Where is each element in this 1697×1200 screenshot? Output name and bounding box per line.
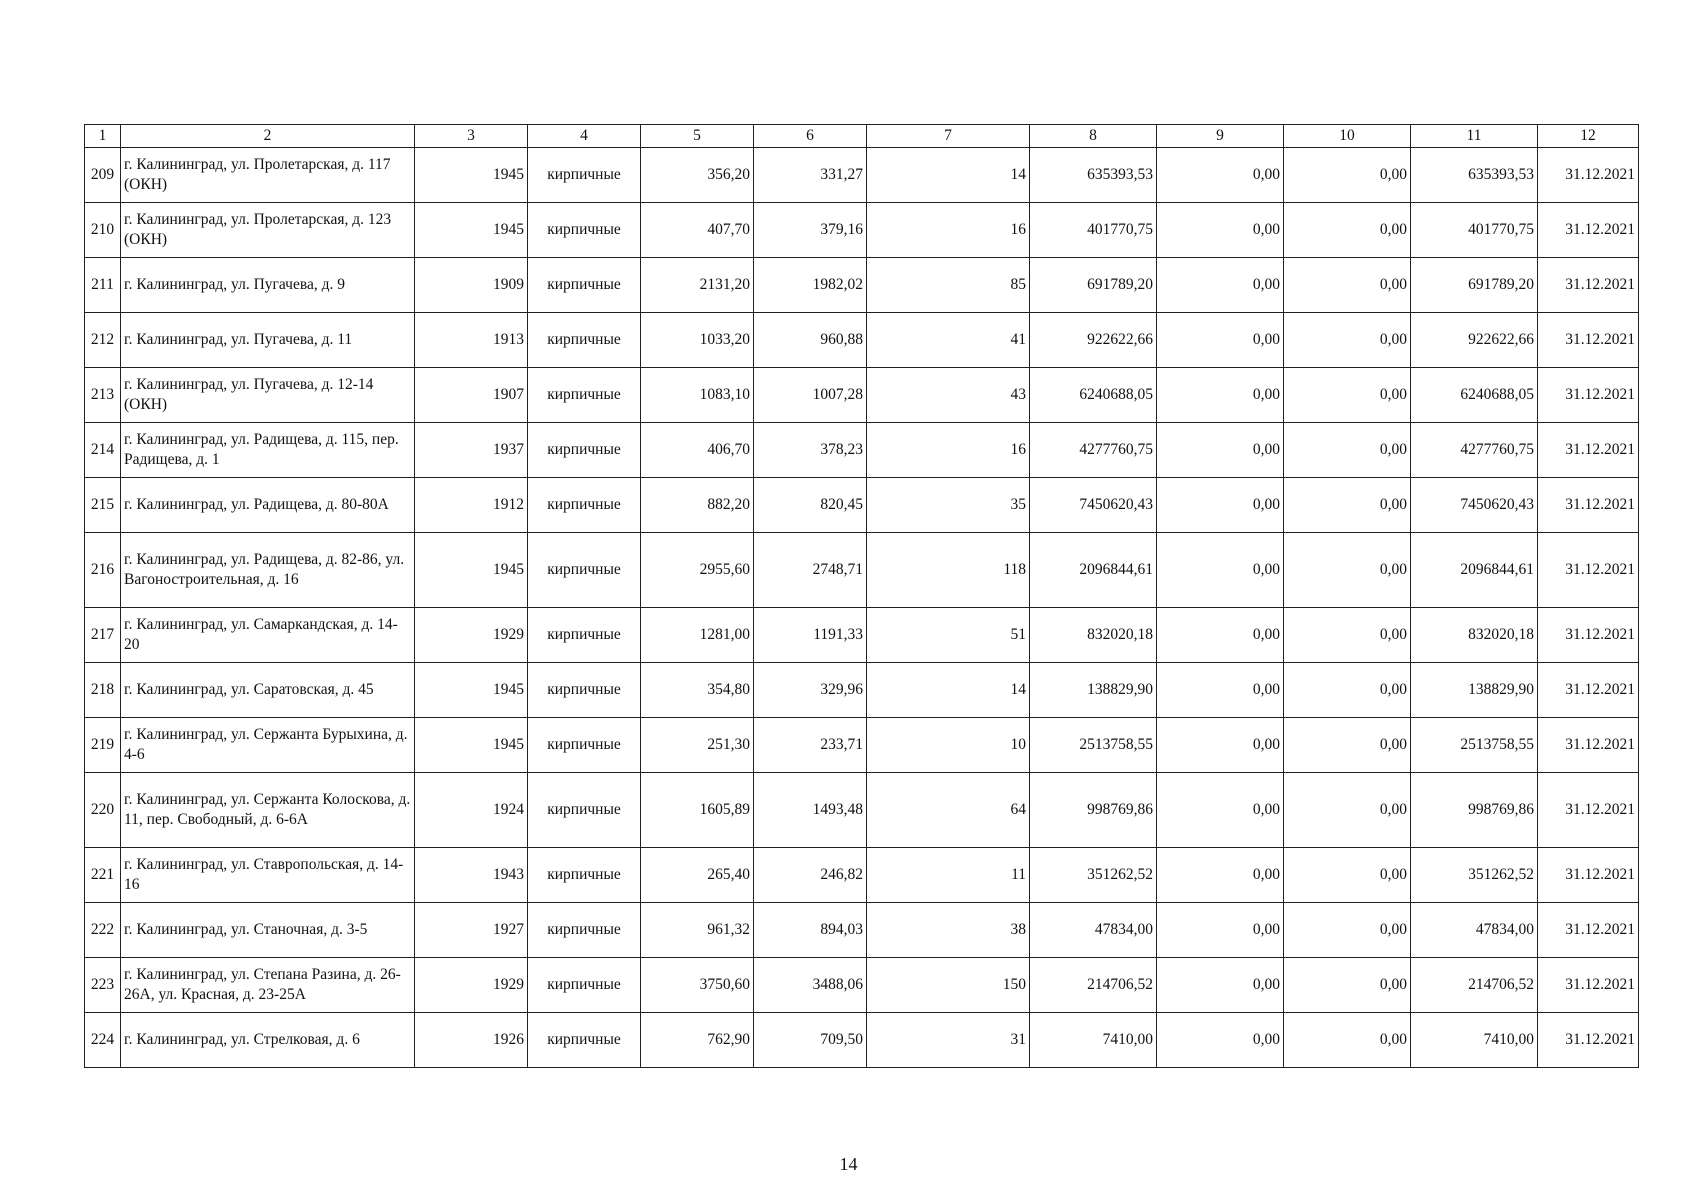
year-cell: 1945 [415, 148, 528, 203]
col5-cell: 2131,20 [641, 258, 754, 313]
col8-cell: 2096844,61 [1030, 533, 1157, 608]
col6-cell: 1191,33 [754, 608, 867, 663]
col10-cell: 0,00 [1284, 958, 1411, 1013]
year-cell: 1909 [415, 258, 528, 313]
col7-cell: 150 [867, 958, 1030, 1013]
col9-cell: 0,00 [1157, 423, 1284, 478]
row-number: 211 [85, 258, 121, 313]
table-row [85, 608, 1639, 663]
table-row [85, 148, 1639, 203]
col9-cell: 0,00 [1157, 608, 1284, 663]
table-row [85, 203, 1639, 258]
year-cell: 1945 [415, 663, 528, 718]
row-number: 219 [85, 718, 121, 773]
col6-cell: 378,23 [754, 423, 867, 478]
col11-cell: 922622,66 [1411, 313, 1538, 368]
wall-material-cell: кирпичные [528, 958, 641, 1013]
col11-cell: 401770,75 [1411, 203, 1538, 258]
table-row [85, 773, 1639, 848]
date-cell: 31.12.2021 [1538, 663, 1639, 718]
column-header-6: 6 [754, 125, 867, 148]
address-cell: г. Калининград, ул. Пролетарская, д. 117 (ОКН) [121, 148, 415, 203]
row-number: 223 [85, 958, 121, 1013]
table-row [85, 848, 1639, 903]
date-cell: 31.12.2021 [1538, 423, 1639, 478]
address-cell: г. Калининград, ул. Сержанта Колоскова, д. 11, пер. Свободный, д. 6-6А [121, 773, 415, 848]
col6-cell: 246,82 [754, 848, 867, 903]
table-row [85, 958, 1639, 1013]
col7-cell: 118 [867, 533, 1030, 608]
table-body [85, 148, 1639, 1068]
row-number: 217 [85, 608, 121, 663]
table-row [85, 718, 1639, 773]
table-row [85, 478, 1639, 533]
wall-material-cell: кирпичные [528, 608, 641, 663]
col7-cell: 31 [867, 1013, 1030, 1068]
col11-cell: 691789,20 [1411, 258, 1538, 313]
col8-cell: 7410,00 [1030, 1013, 1157, 1068]
col11-cell: 7410,00 [1411, 1013, 1538, 1068]
col11-cell: 2096844,61 [1411, 533, 1538, 608]
col10-cell: 0,00 [1284, 608, 1411, 663]
column-header-3: 3 [415, 125, 528, 148]
col11-cell: 4277760,75 [1411, 423, 1538, 478]
col6-cell: 709,50 [754, 1013, 867, 1068]
col6-cell: 960,88 [754, 313, 867, 368]
table-row [85, 1013, 1639, 1068]
col5-cell: 1083,10 [641, 368, 754, 423]
col11-cell: 2513758,55 [1411, 718, 1538, 773]
col7-cell: 38 [867, 903, 1030, 958]
col6-cell: 233,71 [754, 718, 867, 773]
wall-material-cell: кирпичные [528, 533, 641, 608]
col8-cell: 214706,52 [1030, 958, 1157, 1013]
col9-cell: 0,00 [1157, 958, 1284, 1013]
col11-cell: 832020,18 [1411, 608, 1538, 663]
col10-cell: 0,00 [1284, 663, 1411, 718]
col5-cell: 1033,20 [641, 313, 754, 368]
col9-cell: 0,00 [1157, 313, 1284, 368]
column-header-8: 8 [1030, 125, 1157, 148]
wall-material-cell: кирпичные [528, 148, 641, 203]
col7-cell: 64 [867, 773, 1030, 848]
col11-cell: 138829,90 [1411, 663, 1538, 718]
col10-cell: 0,00 [1284, 258, 1411, 313]
col5-cell: 762,90 [641, 1013, 754, 1068]
year-cell: 1912 [415, 478, 528, 533]
table-row [85, 663, 1639, 718]
col8-cell: 351262,52 [1030, 848, 1157, 903]
col9-cell: 0,00 [1157, 1013, 1284, 1068]
address-cell: г. Калининград, ул. Станочная, д. 3-5 [121, 903, 415, 958]
row-number: 218 [85, 663, 121, 718]
col5-cell: 1605,89 [641, 773, 754, 848]
col10-cell: 0,00 [1284, 773, 1411, 848]
col11-cell: 351262,52 [1411, 848, 1538, 903]
col8-cell: 6240688,05 [1030, 368, 1157, 423]
col7-cell: 16 [867, 203, 1030, 258]
address-cell: г. Калининград, ул. Саратовская, д. 45 [121, 663, 415, 718]
wall-material-cell: кирпичные [528, 903, 641, 958]
table-row [85, 903, 1639, 958]
col5-cell: 407,70 [641, 203, 754, 258]
year-cell: 1926 [415, 1013, 528, 1068]
col8-cell: 47834,00 [1030, 903, 1157, 958]
row-number: 213 [85, 368, 121, 423]
col9-cell: 0,00 [1157, 663, 1284, 718]
column-header-10: 10 [1284, 125, 1411, 148]
col10-cell: 0,00 [1284, 533, 1411, 608]
year-cell: 1924 [415, 773, 528, 848]
column-header-9: 9 [1157, 125, 1284, 148]
column-header-4: 4 [528, 125, 641, 148]
wall-material-cell: кирпичные [528, 368, 641, 423]
column-header-12: 12 [1538, 125, 1639, 148]
table-row [85, 258, 1639, 313]
address-cell: г. Калининград, ул. Самаркандская, д. 14-20 [121, 608, 415, 663]
col11-cell: 47834,00 [1411, 903, 1538, 958]
date-cell: 31.12.2021 [1538, 608, 1639, 663]
address-cell: г. Калининград, ул. Пугачева, д. 12-14 (ОКН) [121, 368, 415, 423]
date-cell: 31.12.2021 [1538, 148, 1639, 203]
col6-cell: 3488,06 [754, 958, 867, 1013]
col5-cell: 354,80 [641, 663, 754, 718]
col9-cell: 0,00 [1157, 848, 1284, 903]
table-row [85, 368, 1639, 423]
col5-cell: 406,70 [641, 423, 754, 478]
col9-cell: 0,00 [1157, 773, 1284, 848]
year-cell: 1945 [415, 203, 528, 258]
col6-cell: 894,03 [754, 903, 867, 958]
address-cell: г. Калининград, ул. Пугачева, д. 9 [121, 258, 415, 313]
address-cell: г. Калининград, ул. Стрелковая, д. 6 [121, 1013, 415, 1068]
col6-cell: 331,27 [754, 148, 867, 203]
date-cell: 31.12.2021 [1538, 533, 1639, 608]
col7-cell: 51 [867, 608, 1030, 663]
wall-material-cell: кирпичные [528, 1013, 641, 1068]
col6-cell: 1007,28 [754, 368, 867, 423]
wall-material-cell: кирпичные [528, 313, 641, 368]
col11-cell: 998769,86 [1411, 773, 1538, 848]
col8-cell: 4277760,75 [1030, 423, 1157, 478]
col7-cell: 14 [867, 148, 1030, 203]
date-cell: 31.12.2021 [1538, 203, 1639, 258]
col11-cell: 6240688,05 [1411, 368, 1538, 423]
date-cell: 31.12.2021 [1538, 958, 1639, 1013]
col11-cell: 214706,52 [1411, 958, 1538, 1013]
row-number: 220 [85, 773, 121, 848]
date-cell: 31.12.2021 [1538, 368, 1639, 423]
col7-cell: 41 [867, 313, 1030, 368]
column-header-2: 2 [121, 125, 415, 148]
address-cell: г. Калининград, ул. Пролетарская, д. 123 (ОКН) [121, 203, 415, 258]
col7-cell: 85 [867, 258, 1030, 313]
table-row [85, 313, 1639, 368]
col10-cell: 0,00 [1284, 203, 1411, 258]
col10-cell: 0,00 [1284, 423, 1411, 478]
date-cell: 31.12.2021 [1538, 848, 1639, 903]
col5-cell: 3750,60 [641, 958, 754, 1013]
col9-cell: 0,00 [1157, 718, 1284, 773]
row-number: 209 [85, 148, 121, 203]
year-cell: 1929 [415, 958, 528, 1013]
col5-cell: 251,30 [641, 718, 754, 773]
page-number: 14 [839, 1154, 858, 1174]
address-cell: г. Калининград, ул. Сержанта Бурыхина, д. 4-6 [121, 718, 415, 773]
col10-cell: 0,00 [1284, 903, 1411, 958]
wall-material-cell: кирпичные [528, 258, 641, 313]
date-cell: 31.12.2021 [1538, 478, 1639, 533]
col10-cell: 0,00 [1284, 848, 1411, 903]
col9-cell: 0,00 [1157, 478, 1284, 533]
date-cell: 31.12.2021 [1538, 258, 1639, 313]
year-cell: 1945 [415, 533, 528, 608]
col6-cell: 1493,48 [754, 773, 867, 848]
year-cell: 1943 [415, 848, 528, 903]
col5-cell: 1281,00 [641, 608, 754, 663]
year-cell: 1927 [415, 903, 528, 958]
wall-material-cell: кирпичные [528, 848, 641, 903]
date-cell: 31.12.2021 [1538, 773, 1639, 848]
date-cell: 31.12.2021 [1538, 1013, 1639, 1068]
date-cell: 31.12.2021 [1538, 313, 1639, 368]
table-row [85, 423, 1639, 478]
col7-cell: 14 [867, 663, 1030, 718]
wall-material-cell: кирпичные [528, 663, 641, 718]
wall-material-cell: кирпичные [528, 478, 641, 533]
column-header-7: 7 [867, 125, 1030, 148]
col7-cell: 43 [867, 368, 1030, 423]
col8-cell: 2513758,55 [1030, 718, 1157, 773]
col9-cell: 0,00 [1157, 903, 1284, 958]
col6-cell: 1982,02 [754, 258, 867, 313]
date-cell: 31.12.2021 [1538, 718, 1639, 773]
col6-cell: 2748,71 [754, 533, 867, 608]
table-row [85, 533, 1639, 608]
col7-cell: 35 [867, 478, 1030, 533]
col5-cell: 2955,60 [641, 533, 754, 608]
col6-cell: 820,45 [754, 478, 867, 533]
col5-cell: 961,32 [641, 903, 754, 958]
col5-cell: 882,20 [641, 478, 754, 533]
col9-cell: 0,00 [1157, 203, 1284, 258]
col8-cell: 401770,75 [1030, 203, 1157, 258]
col11-cell: 635393,53 [1411, 148, 1538, 203]
col5-cell: 265,40 [641, 848, 754, 903]
col8-cell: 7450620,43 [1030, 478, 1157, 533]
year-cell: 1945 [415, 718, 528, 773]
col7-cell: 11 [867, 848, 1030, 903]
row-number: 221 [85, 848, 121, 903]
col8-cell: 691789,20 [1030, 258, 1157, 313]
date-cell: 31.12.2021 [1538, 903, 1639, 958]
year-cell: 1913 [415, 313, 528, 368]
col9-cell: 0,00 [1157, 258, 1284, 313]
address-cell: г. Калининград, ул. Радищева, д. 115, пер. Радищева, д. 1 [121, 423, 415, 478]
col8-cell: 832020,18 [1030, 608, 1157, 663]
col9-cell: 0,00 [1157, 533, 1284, 608]
row-number: 215 [85, 478, 121, 533]
col10-cell: 0,00 [1284, 313, 1411, 368]
address-cell: г. Калининград, ул. Радищева, д. 80-80А [121, 478, 415, 533]
col8-cell: 998769,86 [1030, 773, 1157, 848]
col7-cell: 10 [867, 718, 1030, 773]
year-cell: 1937 [415, 423, 528, 478]
row-number: 224 [85, 1013, 121, 1068]
col8-cell: 635393,53 [1030, 148, 1157, 203]
row-number: 212 [85, 313, 121, 368]
wall-material-cell: кирпичные [528, 423, 641, 478]
col8-cell: 138829,90 [1030, 663, 1157, 718]
row-number: 214 [85, 423, 121, 478]
wall-material-cell: кирпичные [528, 203, 641, 258]
row-number: 210 [85, 203, 121, 258]
col10-cell: 0,00 [1284, 718, 1411, 773]
col10-cell: 0,00 [1284, 478, 1411, 533]
year-cell: 1907 [415, 368, 528, 423]
col9-cell: 0,00 [1157, 148, 1284, 203]
housing-register-table [84, 124, 1639, 1068]
address-cell: г. Калининград, ул. Пугачева, д. 11 [121, 313, 415, 368]
row-number: 222 [85, 903, 121, 958]
column-number-row [85, 125, 1639, 148]
address-cell: г. Калининград, ул. Ставропольская, д. 14-16 [121, 848, 415, 903]
col5-cell: 356,20 [641, 148, 754, 203]
col6-cell: 379,16 [754, 203, 867, 258]
column-header-1: 1 [85, 125, 121, 148]
col8-cell: 922622,66 [1030, 313, 1157, 368]
row-number: 216 [85, 533, 121, 608]
col10-cell: 0,00 [1284, 1013, 1411, 1068]
address-cell: г. Калининград, ул. Радищева, д. 82-86, ул. Вагоностроительная, д. 16 [121, 533, 415, 608]
col6-cell: 329,96 [754, 663, 867, 718]
address-cell: г. Калининград, ул. Степана Разина, д. 26-26А, ул. Красная, д. 23-25А [121, 958, 415, 1013]
col7-cell: 16 [867, 423, 1030, 478]
col9-cell: 0,00 [1157, 368, 1284, 423]
column-header-11: 11 [1411, 125, 1538, 148]
column-header-5: 5 [641, 125, 754, 148]
wall-material-cell: кирпичные [528, 718, 641, 773]
col10-cell: 0,00 [1284, 368, 1411, 423]
year-cell: 1929 [415, 608, 528, 663]
wall-material-cell: кирпичные [528, 773, 641, 848]
col10-cell: 0,00 [1284, 148, 1411, 203]
col11-cell: 7450620,43 [1411, 478, 1538, 533]
